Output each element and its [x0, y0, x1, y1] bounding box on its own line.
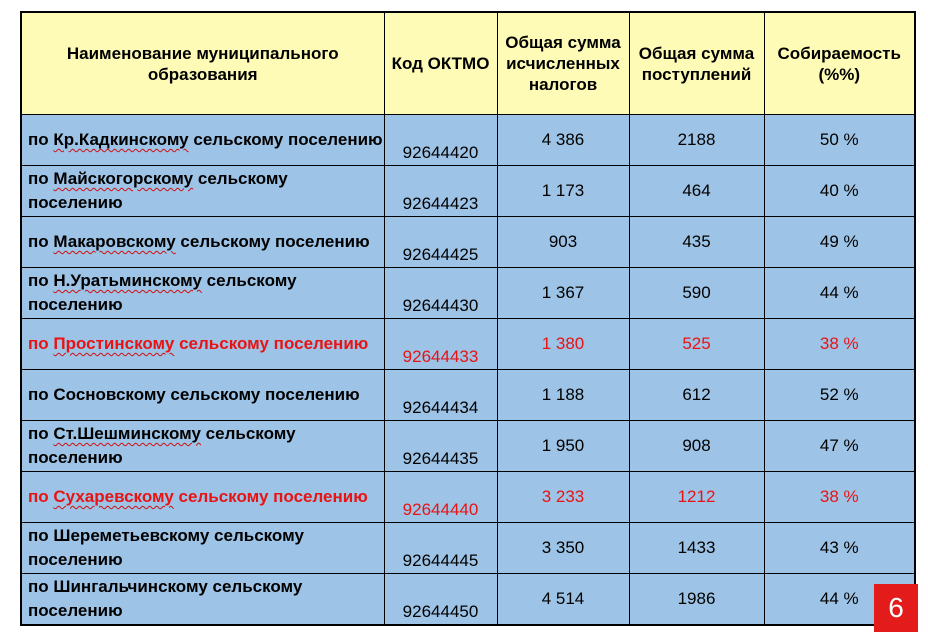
table-body	[21, 115, 915, 625]
table-row	[21, 115, 915, 166]
municipality-name-rest: Шереметьевскому сельскому поселению	[28, 526, 304, 569]
total-taxes-cell: 3 350	[497, 523, 629, 574]
receipts-cell: 590	[629, 268, 764, 319]
total-taxes-cell: 3 233	[497, 472, 629, 523]
municipality-prefix: по	[28, 130, 49, 149]
municipality-name-cell	[21, 574, 384, 625]
municipality-name-cell	[21, 319, 384, 370]
collection-rate-cell: 38 %	[764, 472, 915, 523]
municipality-name-cell	[21, 370, 384, 421]
table-row	[21, 370, 915, 421]
total-taxes-cell: 1 188	[497, 370, 629, 421]
total-taxes-cell: 4 514	[497, 574, 629, 625]
table-row	[21, 268, 915, 319]
municipality-name-word: Н.Уратьминскому	[53, 271, 202, 290]
oktmo-code-cell: 92644420	[384, 115, 497, 166]
table-row	[21, 217, 915, 268]
collection-rate-cell: 44 %	[764, 574, 915, 625]
receipts-cell: 435	[629, 217, 764, 268]
municipality-prefix: по	[28, 271, 49, 290]
oktmo-code-cell: 92644440	[384, 472, 497, 523]
page-number-badge: 6	[874, 584, 918, 632]
municipality-name-cell	[21, 217, 384, 268]
municipality-prefix: по	[28, 424, 49, 443]
receipts-cell: 525	[629, 319, 764, 370]
table-row	[21, 319, 915, 370]
receipts-cell: 908	[629, 421, 764, 472]
municipality-prefix: по	[28, 169, 49, 188]
header-municipality: Наименование муниципального образования	[21, 12, 384, 115]
collection-rate-cell: 38 %	[764, 319, 915, 370]
municipality-name-rest: сельскому поселению	[193, 130, 383, 149]
table-row	[21, 472, 915, 523]
oktmo-code-cell: 92644430	[384, 268, 497, 319]
total-taxes-cell: 1 380	[497, 319, 629, 370]
collection-rate-cell: 40 %	[764, 166, 915, 217]
receipts-cell: 1433	[629, 523, 764, 574]
oktmo-code-cell: 92644433	[384, 319, 497, 370]
municipality-name-rest: сельскому поселению	[178, 487, 368, 506]
header-collection-rate: Собираемость (%%)	[764, 12, 915, 115]
municipality-name-rest: сельскому поселению	[180, 232, 370, 251]
municipality-name-rest: Сосновскому сельскому поселению	[53, 385, 360, 404]
table-row	[21, 574, 915, 625]
municipality-name-rest: сельскому поселению	[28, 169, 288, 212]
oktmo-code-cell: 92644435	[384, 421, 497, 472]
oktmo-code-cell: 92644434	[384, 370, 497, 421]
municipality-name-cell	[21, 472, 384, 523]
municipality-name-cell	[21, 166, 384, 217]
table-row	[21, 166, 915, 217]
municipality-name-word: Макаровскому	[53, 232, 176, 251]
total-taxes-cell: 1 950	[497, 421, 629, 472]
collection-rate-cell: 49 %	[764, 217, 915, 268]
municipality-name-rest: сельскому поселению	[28, 424, 296, 467]
collection-rate-cell: 44 %	[764, 268, 915, 319]
oktmo-code-cell: 92644450	[384, 574, 497, 625]
receipts-cell: 464	[629, 166, 764, 217]
municipality-prefix: по	[28, 526, 49, 545]
receipts-cell: 1212	[629, 472, 764, 523]
municipality-prefix: по	[28, 487, 49, 506]
municipality-prefix: по	[28, 232, 49, 251]
oktmo-code-cell: 92644445	[384, 523, 497, 574]
municipality-name-rest: Шингальчинскому сельскому поселению	[28, 576, 303, 620]
municipality-name-cell	[21, 268, 384, 319]
oktmo-code-cell: 92644425	[384, 217, 497, 268]
collection-rate-cell: 50 %	[764, 115, 915, 166]
municipality-name-cell	[21, 421, 384, 472]
oktmo-code-cell: 92644423	[384, 166, 497, 217]
receipts-cell: 2188	[629, 115, 764, 166]
municipality-prefix: по	[28, 334, 49, 353]
header-total-taxes: Общая сумма исчисленных налогов	[497, 12, 629, 115]
municipality-prefix: по	[28, 576, 49, 596]
total-taxes-cell: 1 173	[497, 166, 629, 217]
collection-rate-cell: 47 %	[764, 421, 915, 472]
municipality-name-word: Майскогорскому	[53, 169, 194, 188]
municipality-name-word: Ст.Шешминскому	[53, 424, 201, 443]
total-taxes-cell: 1 367	[497, 268, 629, 319]
municipality-prefix: по	[28, 385, 49, 404]
header-total-receipts: Общая сумма поступлений	[629, 12, 764, 115]
receipts-cell: 1986	[629, 574, 764, 625]
municipality-name-rest: сельскому поселению	[179, 334, 369, 353]
header-oktmo-code: Код ОКТМО	[384, 12, 497, 115]
total-taxes-cell: 4 386	[497, 115, 629, 166]
municipality-name-word: Простинскому	[53, 334, 175, 353]
total-taxes-cell: 903	[497, 217, 629, 268]
municipality-name-cell	[21, 523, 384, 574]
table-row	[21, 523, 915, 574]
table-header-row	[21, 12, 915, 115]
municipality-name-word: Сухаревскому	[53, 487, 174, 506]
table-row	[21, 421, 915, 472]
municipality-name-word: Кр.Кадкинскому	[53, 130, 189, 149]
municipality-name-cell	[21, 115, 384, 166]
municipality-name-rest: сельскому поселению	[28, 271, 297, 314]
collection-rate-cell: 52 %	[764, 370, 915, 421]
receipts-cell: 612	[629, 370, 764, 421]
tax-collection-table	[20, 11, 916, 626]
collection-rate-cell: 43 %	[764, 523, 915, 574]
